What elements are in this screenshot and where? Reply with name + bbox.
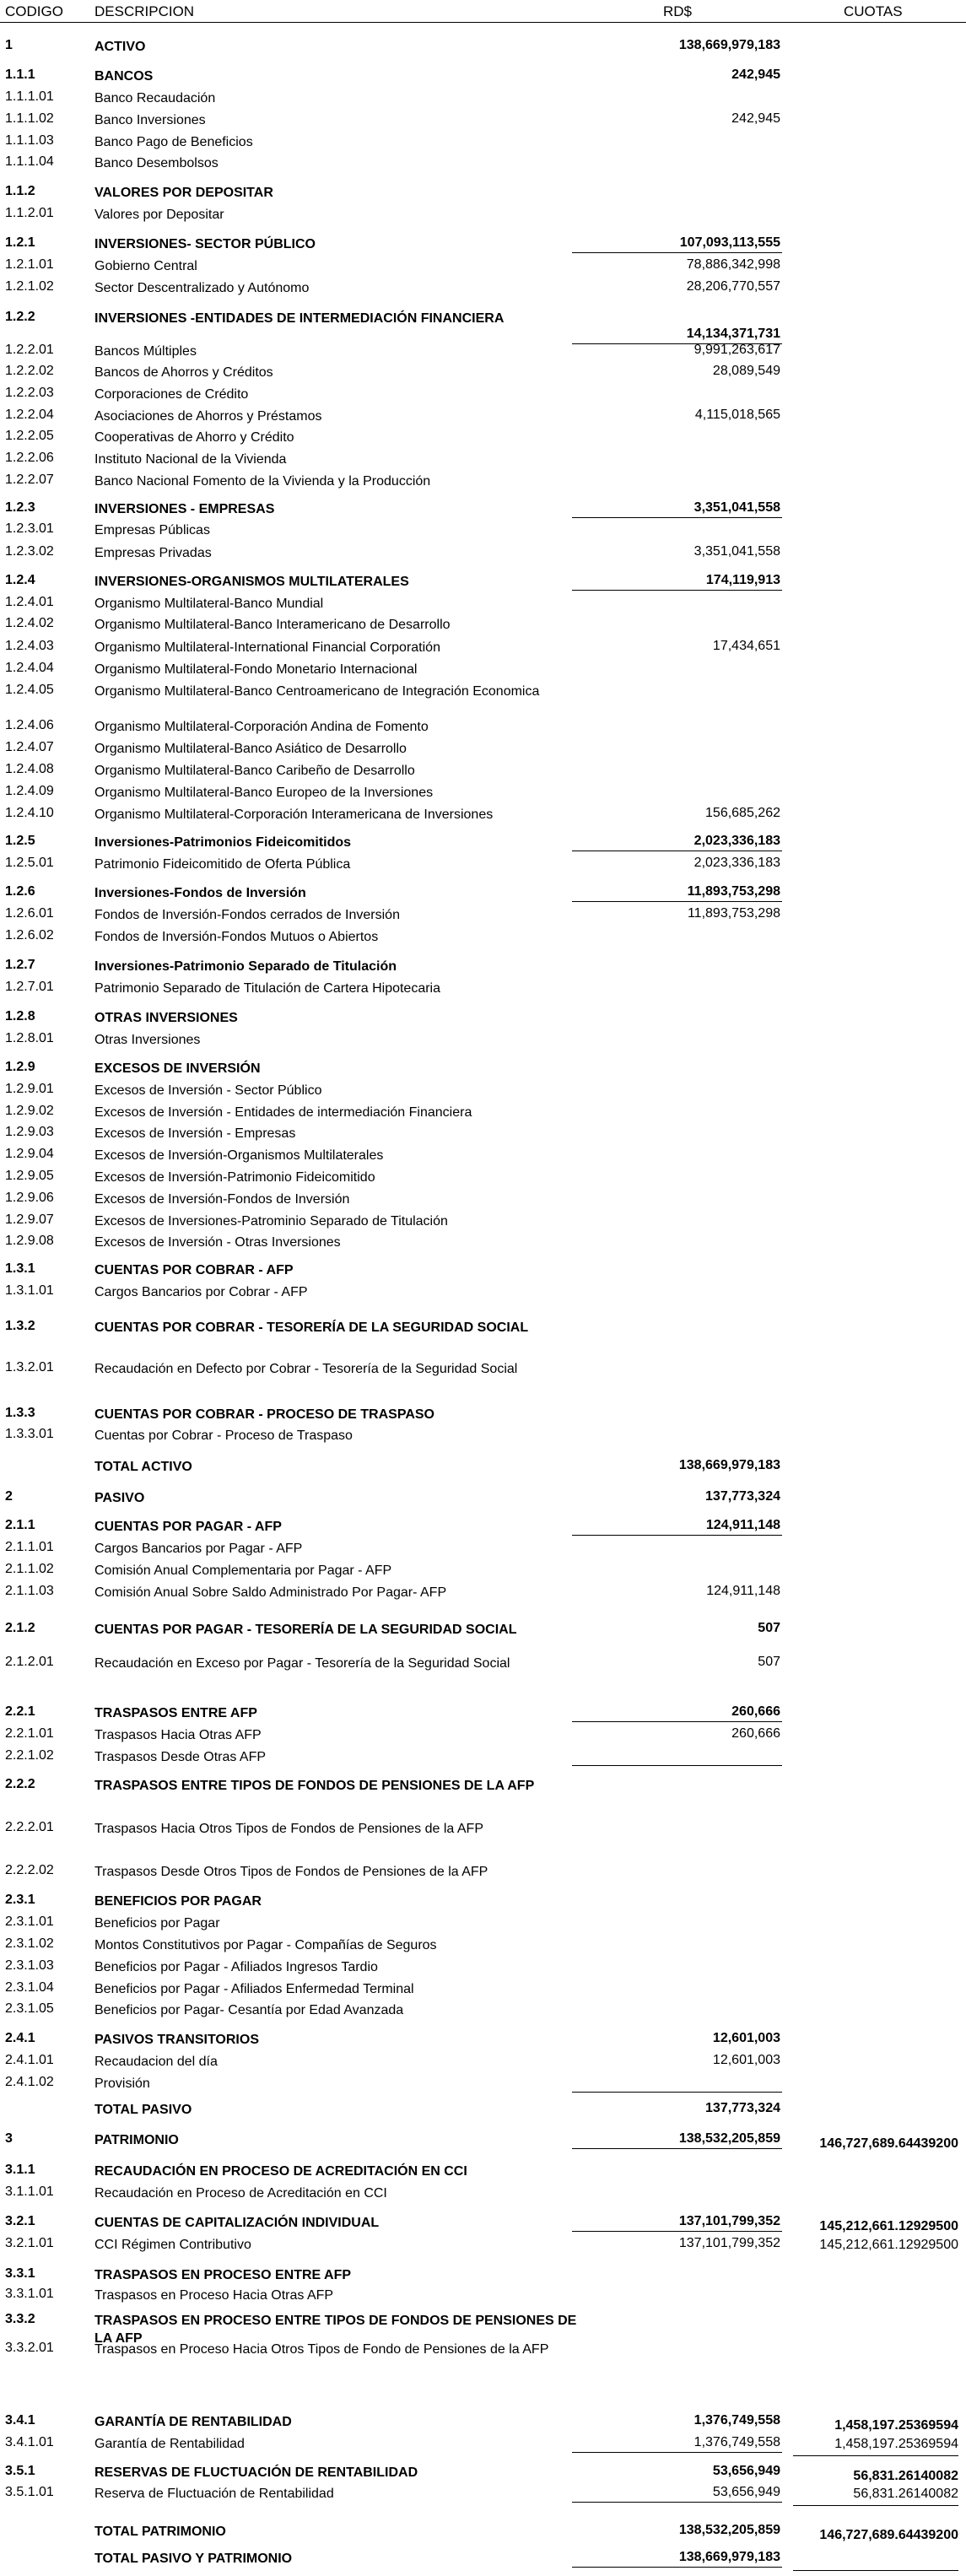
row-code: 3.5.1.01 xyxy=(5,2485,54,2499)
row-description: INVERSIONES- SECTOR PÚBLICO xyxy=(94,237,316,251)
row-description: Recaudación en Defecto por Cobrar - Tesorería de la Seguridad Social xyxy=(94,1362,518,1376)
row-value: 17,434,651 xyxy=(712,639,780,653)
row-code: 1.1.1.04 xyxy=(5,154,54,169)
row-description: Recaudación en Proceso de Acreditación en CCI xyxy=(94,2186,387,2201)
row-value: 53,656,949 xyxy=(712,2485,780,2499)
row-description: Organismo Multilateral-Banco Caribeño de Desarrollo xyxy=(94,764,415,778)
row-code: 2.4.1 xyxy=(5,2031,35,2045)
row-code: 1.2.6 xyxy=(5,884,35,899)
row-code: 2.1.1 xyxy=(5,1518,35,1532)
row-code: 3.5.1 xyxy=(5,2464,35,2478)
row-description: Banco Nacional Fomento de la Vivienda y la Producción xyxy=(94,474,431,489)
total-underline xyxy=(572,901,782,902)
cuotas-underline xyxy=(793,2570,958,2571)
row-description: Excesos de Inversión - Empresas xyxy=(94,1126,296,1141)
row-value: 138,669,979,183 xyxy=(678,2550,780,2564)
row-code: 1.2.3.02 xyxy=(5,544,54,559)
row-description: Provisión xyxy=(94,2076,150,2091)
row-code: 1.2.2 xyxy=(5,310,35,324)
row-description: CUENTAS POR COBRAR - PROCESO DE TRASPASO xyxy=(94,1407,434,1422)
row-description: Traspasos en Proceso Hacia Otras AFP xyxy=(94,2288,334,2303)
row-code: 1.1.1 xyxy=(5,68,35,82)
cuotas-underline xyxy=(793,2505,958,2506)
row-description: Inversiones-Patrimonios Fideicomitidos xyxy=(94,835,352,850)
row-code: 1.2.3.01 xyxy=(5,521,54,536)
row-code: 3 xyxy=(5,2131,13,2146)
row-code: 1.2.2.03 xyxy=(5,386,54,400)
row-description: Montos Constitutivos por Pagar - Compañías de Seguros xyxy=(94,1938,437,1952)
row-code: 1.3.3.01 xyxy=(5,1427,54,1441)
row-value: 137,773,324 xyxy=(705,2101,780,2115)
row-value: 507 xyxy=(758,1655,780,1669)
row-code: 1.2.4.04 xyxy=(5,661,54,675)
row-code: 2.3.1.05 xyxy=(5,2001,54,2016)
row-description: ACTIVO xyxy=(94,40,146,54)
row-code: 1 xyxy=(5,38,13,52)
row-description: Excesos de Inversión - Otras Inversiones xyxy=(94,1235,341,1250)
row-code: 2.1.1.03 xyxy=(5,1584,54,1598)
header-codigo: CODIGO xyxy=(5,3,63,19)
total-underline xyxy=(572,1765,782,1766)
row-code: 1.2.2.04 xyxy=(5,408,54,422)
row-description: BENEFICIOS POR PAGAR xyxy=(94,1894,262,1909)
row-description: Beneficios por Pagar xyxy=(94,1916,220,1931)
row-description: Organismo Multilateral-Banco Asiático de Desarrollo xyxy=(94,742,407,756)
row-cuotas: 146,727,689.64439200 xyxy=(819,2136,958,2151)
row-value: 137,773,324 xyxy=(705,1489,780,1504)
row-code: 2.2.1.02 xyxy=(5,1748,54,1763)
row-code: 1.2.2.06 xyxy=(5,451,54,465)
row-description: Traspasos Desde Otras AFP xyxy=(94,1750,267,1764)
row-description: TOTAL PASIVO Y PATRIMONIO xyxy=(94,2552,293,2566)
row-description: Garantía de Rentabilidad xyxy=(94,2437,245,2451)
row-code: 2 xyxy=(5,1489,13,1504)
row-code: 2.4.1.01 xyxy=(5,2053,54,2067)
row-code: 2.3.1.03 xyxy=(5,1958,54,1973)
row-description: PASIVOS TRANSITORIOS xyxy=(94,2033,259,2047)
row-code: 2.1.2 xyxy=(5,1621,35,1635)
table-header xyxy=(0,0,966,23)
cuotas-underline xyxy=(793,2455,958,2456)
row-description: Recaudacion del día xyxy=(94,2055,218,2069)
row-description: RECAUDACIÓN EN PROCESO DE ACREDITACIÓN EN CCI xyxy=(94,2164,467,2179)
row-value: 3,351,041,558 xyxy=(693,544,780,559)
row-description: INVERSIONES-ORGANISMOS MULTILATERALES xyxy=(94,575,409,589)
row-description: Reserva de Fluctuación de Rentabilidad xyxy=(94,2487,334,2501)
row-description: CUENTAS POR PAGAR - AFP xyxy=(94,1520,282,1534)
total-underline xyxy=(572,2502,782,2503)
row-value: 138,669,979,183 xyxy=(678,38,780,52)
row-code: 3.4.1 xyxy=(5,2413,35,2427)
row-description: Organismo Multilateral-Banco Mundial xyxy=(94,597,324,611)
row-description: CCI Régimen Contributivo xyxy=(94,2238,251,2252)
row-code: 1.2.4.06 xyxy=(5,718,54,732)
row-value: 11,893,753,298 xyxy=(687,884,780,899)
row-cuotas: 145,212,661.12929500 xyxy=(819,2238,958,2252)
row-description: Bancos de Ahorros y Créditos xyxy=(94,365,273,380)
row-value: 107,093,113,555 xyxy=(679,235,780,250)
row-description: Gobierno Central xyxy=(94,259,197,273)
row-code: 1.2.9.04 xyxy=(5,1147,54,1161)
row-code: 1.2.9.01 xyxy=(5,1082,54,1096)
row-value: 156,685,262 xyxy=(705,806,780,820)
row-value: 137,101,799,352 xyxy=(678,2214,780,2228)
row-value: 137,101,799,352 xyxy=(678,2236,780,2250)
row-code: 2.4.1.02 xyxy=(5,2075,54,2089)
row-description: Banco Inversiones xyxy=(94,113,206,127)
row-description: Banco Pago de Beneficios xyxy=(94,135,253,149)
row-description: Banco Desembolsos xyxy=(94,156,219,170)
row-code: 1.3.3 xyxy=(5,1406,35,1420)
row-code: 1.2.7.01 xyxy=(5,980,54,994)
total-underline xyxy=(572,2148,782,2149)
row-code: 1.3.1 xyxy=(5,1261,35,1276)
row-description: TRASPASOS EN PROCESO ENTRE AFP xyxy=(94,2268,352,2282)
row-description: Organismo Multilateral-Fondo Monetario Internacional xyxy=(94,662,418,677)
row-code: 1.2.9.03 xyxy=(5,1125,54,1139)
row-value: 124,911,148 xyxy=(705,1518,780,1532)
row-code: 1.3.1.01 xyxy=(5,1283,54,1298)
row-value: 260,666 xyxy=(731,1726,780,1741)
row-code: 1.2.7 xyxy=(5,958,35,972)
row-value: 28,089,549 xyxy=(712,364,780,378)
row-code: 1.2.9.08 xyxy=(5,1234,54,1248)
row-code: 1.2.9 xyxy=(5,1060,35,1074)
row-code: 3.3.1.01 xyxy=(5,2287,54,2301)
row-code: 1.2.1.01 xyxy=(5,257,54,272)
row-code: 2.1.1.02 xyxy=(5,1562,54,1576)
row-description: Fondos de Inversión-Fondos Mutuos o Abiertos xyxy=(94,930,379,944)
row-value: 11,893,753,298 xyxy=(687,906,780,921)
row-description: Instituto Nacional de la Vivienda xyxy=(94,452,287,467)
row-description: CUENTAS POR COBRAR - TESORERÍA DE LA SEGURIDAD SOCIAL xyxy=(94,1320,529,1335)
row-description: BANCOS xyxy=(94,69,154,84)
row-code: 2.3.1.02 xyxy=(5,1936,54,1951)
row-description: Fondos de Inversión-Fondos cerrados de Inversión xyxy=(94,908,400,922)
row-description: Excesos de Inversión - Sector Público xyxy=(94,1083,322,1098)
row-description: Organismo Multilateral-International Financial Corporatión xyxy=(94,640,440,655)
row-description: CUENTAS POR COBRAR - AFP xyxy=(94,1263,294,1277)
row-description: Bancos Múltiples xyxy=(94,344,197,359)
row-code: 1.2.1 xyxy=(5,235,35,250)
row-code: 2.1.1.01 xyxy=(5,1540,54,1554)
row-description: Comisión Anual Complementaria por Pagar - AFP xyxy=(94,1563,392,1578)
row-value: 260,666 xyxy=(731,1704,780,1719)
row-description: Traspasos Hacia Otras AFP xyxy=(94,1728,262,1742)
row-description: EXCESOS DE INVERSIÓN xyxy=(94,1061,261,1076)
row-code: 2.1.2.01 xyxy=(5,1655,54,1669)
row-description: Recaudación en Exceso por Pagar - Tesorería de la Seguridad Social xyxy=(94,1656,510,1671)
row-code: 3.2.1.01 xyxy=(5,2236,54,2250)
row-code: 3.1.1 xyxy=(5,2163,35,2177)
row-description: Empresas Públicas xyxy=(94,523,210,537)
row-code: 1.2.9.02 xyxy=(5,1104,54,1118)
row-description: RESERVAS DE FLUCTUACIÓN DE RENTABILIDAD xyxy=(94,2465,418,2480)
row-description: Comisión Anual Sobre Saldo Administrado Por Pagar- AFP xyxy=(94,1585,447,1600)
row-description: Excesos de Inversión-Fondos de Inversión xyxy=(94,1192,350,1207)
row-description: Inversiones-Fondos de Inversión xyxy=(94,886,306,900)
row-description: Excesos de Inversión-Organismos Multilaterales xyxy=(94,1148,384,1163)
total-underline xyxy=(572,1535,782,1536)
row-description: Excesos de Inversión - Entidades de intermediación Financiera xyxy=(94,1105,472,1120)
row-description: Patrimonio Separado de Titulación de Cartera Hipotecaria xyxy=(94,981,441,996)
row-code: 1.2.4.10 xyxy=(5,806,54,820)
row-code: 1.2.4.01 xyxy=(5,595,54,609)
row-code: 2.3.1 xyxy=(5,1893,35,1907)
row-description: Traspasos Desde Otros Tipos de Fondos de Pensiones de la AFP xyxy=(94,1865,488,1879)
row-description: Corporaciones de Crédito xyxy=(94,387,249,402)
row-description: Beneficios por Pagar- Cesantía por Edad Avanzada xyxy=(94,2003,404,2017)
row-description: Valores por Depositar xyxy=(94,208,224,222)
row-code: 1.2.5.01 xyxy=(5,856,54,870)
row-code: 1.2.4.02 xyxy=(5,616,54,630)
row-code: 1.2.9.06 xyxy=(5,1191,54,1205)
row-value: 12,601,003 xyxy=(712,2031,780,2045)
row-value: 2,023,336,183 xyxy=(693,834,780,848)
row-description: CUENTAS DE CAPITALIZACIÓN INDIVIDUAL xyxy=(94,2216,380,2230)
row-code: 3.3.1 xyxy=(5,2266,35,2281)
row-description: CUENTAS POR PAGAR - TESORERÍA DE LA SEGURIDAD SOCIAL xyxy=(94,1623,517,1637)
header-rd: RD$ xyxy=(663,3,693,19)
row-code: 1.1.1.02 xyxy=(5,111,54,126)
row-cuotas: 56,831.26140082 xyxy=(853,2469,958,2483)
row-code: 1.2.4.03 xyxy=(5,639,54,653)
row-code: 2.2.2 xyxy=(5,1777,35,1791)
row-description: Organismo Multilateral-Banco Interamericano de Desarrollo xyxy=(94,618,451,632)
row-code: 3.1.1.01 xyxy=(5,2184,54,2199)
row-value: 1,376,749,558 xyxy=(693,2413,780,2427)
row-description: Sector Descentralizado y Autónomo xyxy=(94,281,310,295)
total-underline xyxy=(572,252,782,253)
row-description: Otras Inversiones xyxy=(94,1033,201,1047)
row-code: 2.2.2.02 xyxy=(5,1863,54,1877)
row-code: 1.2.4.07 xyxy=(5,740,54,754)
row-code: 1.2.3 xyxy=(5,500,35,515)
row-code: 1.2.9.07 xyxy=(5,1212,54,1227)
row-description: TRASPASOS EN PROCESO ENTRE TIPOS DE FONDOS DE PENSIONES DE LA AFP xyxy=(94,2314,577,2346)
row-description: INVERSIONES - EMPRESAS xyxy=(94,502,275,516)
row-code: 2.2.1 xyxy=(5,1704,35,1719)
row-code: 1.2.2.05 xyxy=(5,429,54,443)
row-code: 1.1.2 xyxy=(5,184,35,198)
row-description: PASIVO xyxy=(94,1491,145,1505)
total-underline xyxy=(572,2092,782,2093)
row-description: VALORES POR DEPOSITAR xyxy=(94,186,273,200)
row-description: Cargos Bancarios por Pagar - AFP xyxy=(94,1542,303,1556)
row-cuotas: 146,727,689.64439200 xyxy=(819,2528,958,2542)
row-description: Excesos de Inversiones-Patrominio Separado de Titulación xyxy=(94,1214,448,1229)
total-underline xyxy=(572,517,782,518)
row-description: Traspasos en Proceso Hacia Otros Tipos de Fondo de Pensiones de la AFP xyxy=(94,2342,549,2357)
row-code: 2.2.1.01 xyxy=(5,1726,54,1741)
row-code: 1.2.2.02 xyxy=(5,364,54,378)
row-description: INVERSIONES -ENTIDADES DE INTERMEDIACIÓN FINANCIERA xyxy=(94,311,505,326)
row-code: 1.2.8.01 xyxy=(5,1031,54,1045)
row-code: 2.2.2.01 xyxy=(5,1820,54,1834)
row-description: Empresas Privadas xyxy=(94,546,212,560)
row-value: 242,945 xyxy=(731,111,780,126)
row-code: 1.2.6.01 xyxy=(5,906,54,921)
header-descripcion: DESCRIPCION xyxy=(94,3,195,19)
row-code: 2.3.1.01 xyxy=(5,1914,54,1929)
row-cuotas: 1,458,197.25369594 xyxy=(834,2418,958,2433)
row-description: Cooperativas de Ahorro y Crédito xyxy=(94,430,294,445)
row-code: 3.3.2.01 xyxy=(5,2341,54,2355)
header-cuotas: CUOTAS xyxy=(844,3,903,19)
row-description: Traspasos Hacia Otros Tipos de Fondos de Pensiones de la AFP xyxy=(94,1822,483,1836)
total-underline xyxy=(572,2231,782,2232)
row-description: Organismo Multilateral-Banco Europeo de la Inversiones xyxy=(94,786,434,800)
row-value: 138,669,979,183 xyxy=(678,1458,780,1472)
row-code: 1.1.2.01 xyxy=(5,206,54,220)
row-code: 3.3.2 xyxy=(5,2312,35,2326)
row-code: 1.2.4.09 xyxy=(5,784,54,798)
row-code: 1.2.5 xyxy=(5,834,35,848)
row-value: 12,601,003 xyxy=(712,2053,780,2067)
row-code: 1.2.4.08 xyxy=(5,762,54,776)
row-value: 242,945 xyxy=(731,68,780,82)
row-code: 3.4.1.01 xyxy=(5,2435,54,2449)
row-description: Excesos de Inversión-Patrimonio Fideicomitido xyxy=(94,1170,375,1185)
row-code: 1.2.2.07 xyxy=(5,473,54,487)
row-description: TOTAL PATRIMONIO xyxy=(94,2525,226,2539)
total-underline xyxy=(572,590,782,591)
total-underline xyxy=(572,1721,782,1722)
row-code: 1.2.9.05 xyxy=(5,1169,54,1183)
row-description: Organismo Multilateral-Corporación Interamericana de Inversiones xyxy=(94,807,494,822)
row-description: Patrimonio Fideicomitido de Oferta Pública xyxy=(94,857,351,872)
row-value: 138,532,205,859 xyxy=(678,2523,780,2537)
row-code: 1.3.2 xyxy=(5,1319,35,1333)
row-description: Inversiones-Patrimonio Separado de Titulación xyxy=(94,959,397,974)
row-code: 1.1.1.01 xyxy=(5,89,54,104)
row-value: 53,656,949 xyxy=(712,2464,780,2478)
row-description: Asociaciones de Ahorros y Préstamos xyxy=(94,409,322,424)
row-value: 1,376,749,558 xyxy=(693,2435,780,2449)
row-code: 1.2.4 xyxy=(5,573,35,587)
row-value: 28,206,770,557 xyxy=(686,279,780,294)
row-code: 1.2.1.02 xyxy=(5,279,54,294)
row-description: Organismo Multilateral-Corporación Andina de Fomento xyxy=(94,720,429,734)
row-value: 138,532,205,859 xyxy=(678,2131,780,2146)
row-code: 1.2.6.02 xyxy=(5,928,54,942)
row-code: 3.2.1 xyxy=(5,2214,35,2228)
row-code: 1.2.4.05 xyxy=(5,683,54,697)
row-description: Beneficios por Pagar - Afiliados Ingresos Tardio xyxy=(94,1960,378,1974)
row-description: TOTAL PASIVO xyxy=(94,2103,192,2117)
row-description: Banco Recaudación xyxy=(94,91,216,105)
row-cuotas: 1,458,197.25369594 xyxy=(834,2437,958,2451)
row-code: 1.3.2.01 xyxy=(5,1360,54,1374)
row-description: PATRIMONIO xyxy=(94,2133,179,2147)
total-underline xyxy=(572,2452,782,2453)
total-underline xyxy=(572,2567,782,2568)
row-value: 78,886,342,998 xyxy=(686,257,780,272)
row-value: 174,119,913 xyxy=(705,573,780,587)
row-code: 2.3.1.04 xyxy=(5,1980,54,1995)
row-value: 4,115,018,565 xyxy=(694,408,780,422)
row-cuotas: 145,212,661.12929500 xyxy=(819,2219,958,2233)
row-description: TRASPASOS ENTRE TIPOS DE FONDOS DE PENSIONES DE LA AFP xyxy=(94,1779,535,1793)
row-value: 124,911,148 xyxy=(706,1584,780,1598)
row-value: 9,991,263,617 xyxy=(693,343,780,357)
row-description: TOTAL ACTIVO xyxy=(94,1460,192,1474)
row-code: 1.1.1.03 xyxy=(5,133,54,148)
row-value: 14,134,371,731 xyxy=(686,327,780,341)
row-description: GARANTÍA DE RENTABILIDAD xyxy=(94,2415,292,2429)
row-value: 2,023,336,183 xyxy=(693,856,780,870)
row-description: Beneficios por Pagar - Afiliados Enfermedad Terminal xyxy=(94,1982,414,1996)
row-description: OTRAS INVERSIONES xyxy=(94,1011,238,1025)
row-code: 1.2.2.01 xyxy=(5,343,54,357)
row-description: Organismo Multilateral-Banco Centroamericano de Integración Economica xyxy=(94,684,540,699)
row-description: Cargos Bancarios por Cobrar - AFP xyxy=(94,1285,308,1299)
row-value: 3,351,041,558 xyxy=(693,500,780,515)
row-code: 1.2.8 xyxy=(5,1009,35,1023)
row-description: Cuentas por Cobrar - Proceso de Traspaso xyxy=(94,1428,353,1443)
row-description: TRASPASOS ENTRE AFP xyxy=(94,1706,257,1720)
row-value: 507 xyxy=(758,1621,780,1635)
row-cuotas: 56,831.26140082 xyxy=(853,2487,958,2501)
